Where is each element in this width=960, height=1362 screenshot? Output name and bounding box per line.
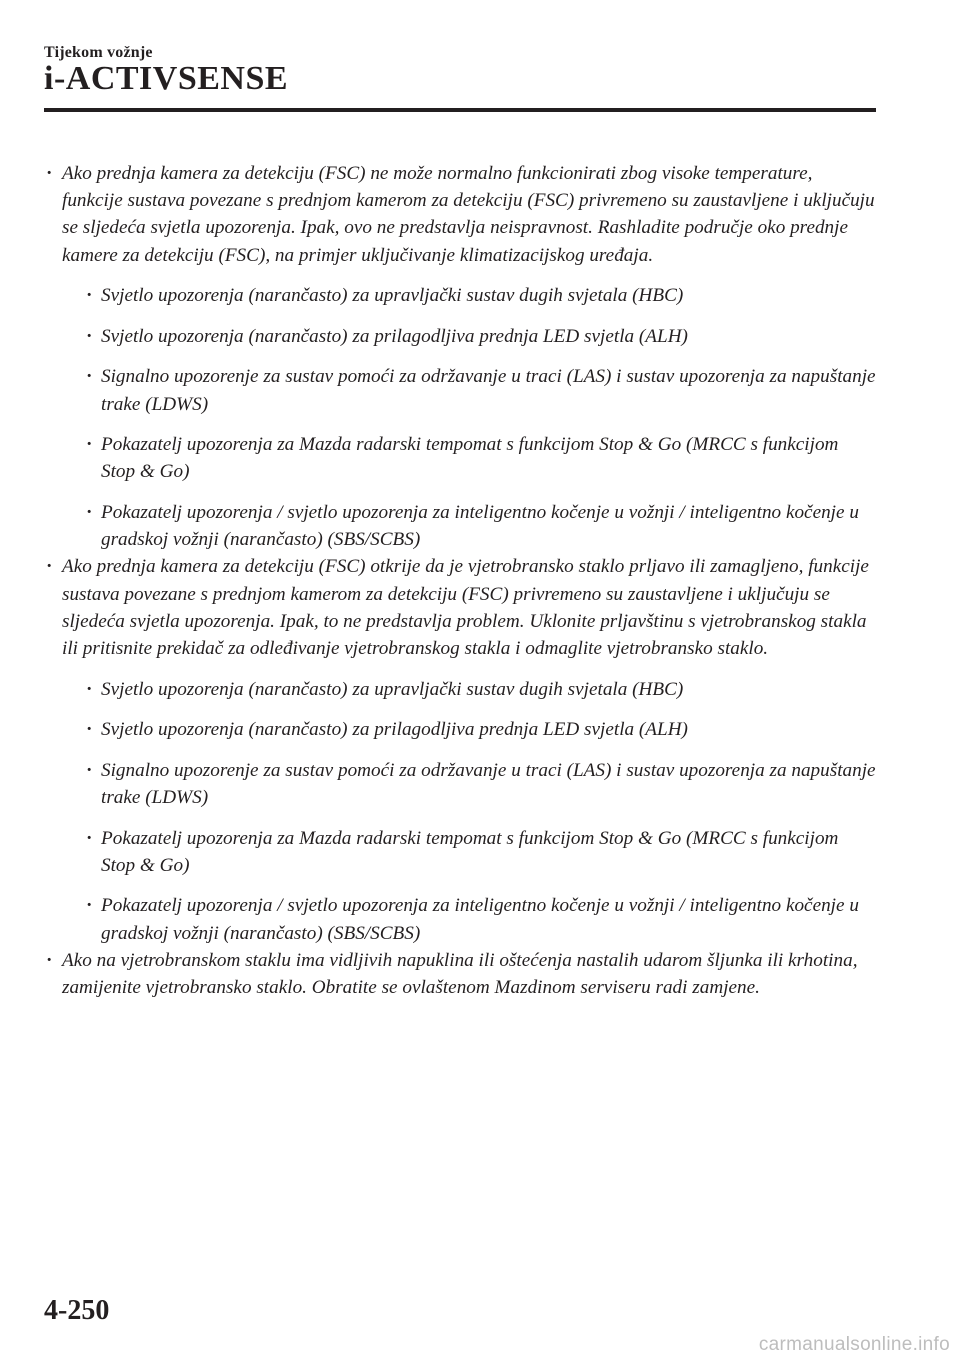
- bullet-text: Ako prednja kamera za detekciju (FSC) ne može normalno funkcionirati zbog visoke temperature, funkcije sustava povezane s prednjom kamerom za detekciju (FSC) privremeno su zaustavljene i uključuju se sljedeća svjetla upozorenja. Ipak, ovo ne predstavlja neispravnost. Rashladite područje oko prednje kamere za detekciju (FSC), na primjer uključivanje klimatizacijskog uređaja.: [62, 163, 875, 266]
- sub-bullet-item: · Pokazatelj upozorenja / svjetlo upozorenja za inteligentno kočenje u vožnji / inteligentno kočenje u gradskoj vožnji (narančasto) (SBS/SCBS): [62, 499, 876, 553]
- sub-bullet-item: · Pokazatelj upozorenja / svjetlo upozorenja za inteligentno kočenje u vožnji / inteligentno kočenje u gradskoj vožnji (narančasto) (SBS/SCBS): [62, 892, 876, 946]
- page-title: i-ACTIVSENSE: [44, 60, 289, 97]
- bullet-text: Ako prednja kamera za detekciju (FSC) otkrije da je vjetrobransko staklo prljavo ili zamagljeno, funkcije sustava povezane s prednjom kamerom za detekciju (FSC) privremeno su zaustavljene i uključuju se sljedeća svjetla upozorenja. Ipak, to ne predstavlja problem. Uklonite prljavštinu s vjetrobranskog stakla ili pritisnite prekidač za odleđivanje vjetrobranskog stakla i odmaglite vjetrobransko staklo.: [62, 556, 869, 659]
- bullet-item: [46, 947, 876, 1001]
- sub-bullet-item: · Svjetlo upozorenja (narančasto) za upravljački sustav dugih svjetala (HBC): [62, 282, 876, 309]
- bullet-item: [46, 553, 876, 946]
- section-heading: Tijekom vožnje: [44, 44, 153, 61]
- sub-bullet-item: · Svjetlo upozorenja (narančasto) za prilagodljiva prednja LED svjetla (ALH): [62, 323, 876, 350]
- sub-bullet-item: · Svjetlo upozorenja (narančasto) za prilagodljiva prednja LED svjetla (ALH): [62, 716, 876, 743]
- header-divider: [44, 108, 876, 112]
- sub-bullet-item: · Svjetlo upozorenja (narančasto) za upravljački sustav dugih svjetala (HBC): [62, 676, 876, 703]
- body-content: [46, 160, 876, 1001]
- sub-bullet-item: · Pokazatelj upozorenja za Mazda radarski tempomat s funkcijom Stop & Go (MRCC s funkcijom Stop & Go): [62, 825, 876, 879]
- bullet-text: Ako na vjetrobranskom staklu ima vidljivih napuklina ili oštećenja nastalih udarom šljunka ili krhotina, zamijenite vjetrobransko staklo. Obratite se ovlaštenom Mazdinom serviseru radi zamjene.: [62, 949, 858, 998]
- watermark-link[interactable]: carmanualsonline.info: [758, 1334, 950, 1355]
- sub-bullet-item: · Pokazatelj upozorenja za Mazda radarski tempomat s funkcijom Stop & Go (MRCC s funkcijom Stop & Go): [62, 431, 876, 485]
- sub-bullet-item: · Signalno upozorenje za sustav pomoći za održavanje u traci (LAS) i sustav upozorenja za napuštanje trake (LDWS): [62, 757, 876, 811]
- sub-bullet-item: · Signalno upozorenje za sustav pomoći za održavanje u traci (LAS) i sustav upozorenja za napuštanje trake (LDWS): [62, 363, 876, 417]
- page-number: 4-250: [44, 1295, 110, 1326]
- bullet-item: [46, 160, 876, 553]
